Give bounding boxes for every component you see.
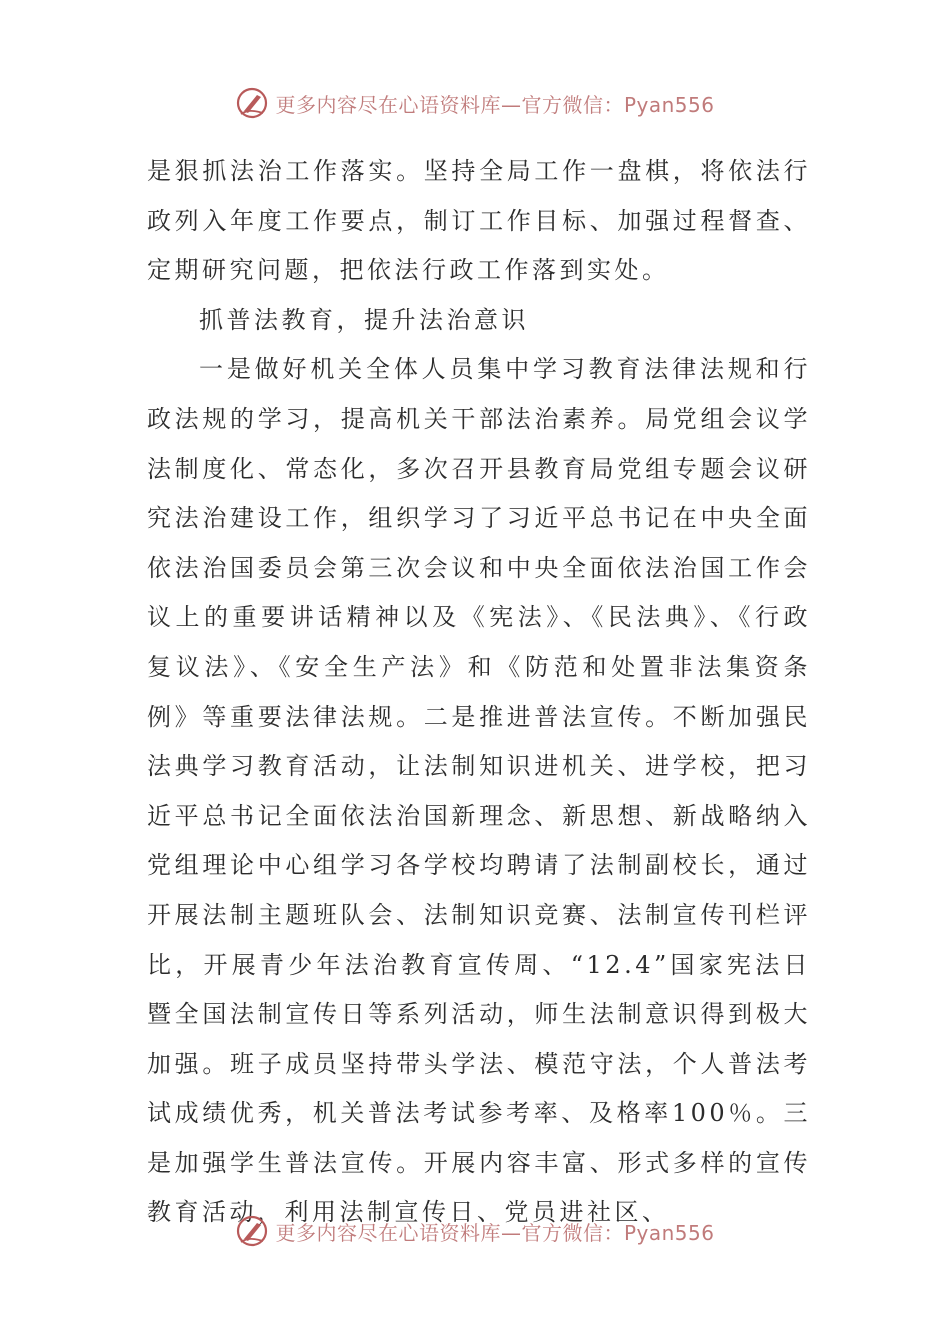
header-watermark [0, 83, 950, 123]
quill-logo-icon [235, 1214, 269, 1248]
watermark-text: 更多内容尽在心语资料库—官方微信：Pyan556 [275, 1220, 715, 1245]
section-heading: 抓普法教育，提升法治意识 [199, 305, 529, 334]
footer-watermark [0, 1211, 950, 1251]
document-body [147, 147, 811, 1238]
watermark-text: 更多内容尽在心语资料库—官方微信：Pyan556 [275, 92, 715, 117]
paragraph: 是狠抓法治工作落实。坚持全局工作一盘棋，将依法行政列入年度工作要点，制订工作目标、加强过程督查、定期研究问题，把依法行政工作落到实处。 [147, 157, 811, 285]
paragraph: 一是做好机关全体人员集中学习教育法律法规和行政法规的学习，提高机关干部法治素养。局党组会议学法制度化、常态化，多次召开县教育局党组专题会议研究法治建设工作，组织学习了习近平总书记在中央全面依法治国委员会第三次会议和中央全面依法治国工作会议上的重要讲话精神以及《宪法》、《民法典》、《行政复议法》、《安全生产法》和《防范和处置非法集资条例》等重要法律法规。二是推进普法宣传。不断加强民法典学习教育活动，让法制知识进机关、进学校，把习近平总书记全面依法治国新理念、新思想、新战略纳入党组理论中心组学习各学校均聘请了法制副校长，通过开展法制主题班队会、法制知识竞赛、法制宣传刊栏评比，开展青少年法治教育宣传周、“12.4”国家宪法日暨全国法制宣传日等系列活动，师生法制意识得到极大加强。班子成员坚持带头学法、模范守法，个人普法考试成绩优秀，机关普法考试参考率、及格率100％。三是加强学生普法宣传。开展内容丰富、形式多样的宣传教育活动，利用法制宣传日、党员进社区、 [147, 355, 811, 1227]
quill-logo-icon [235, 86, 269, 120]
